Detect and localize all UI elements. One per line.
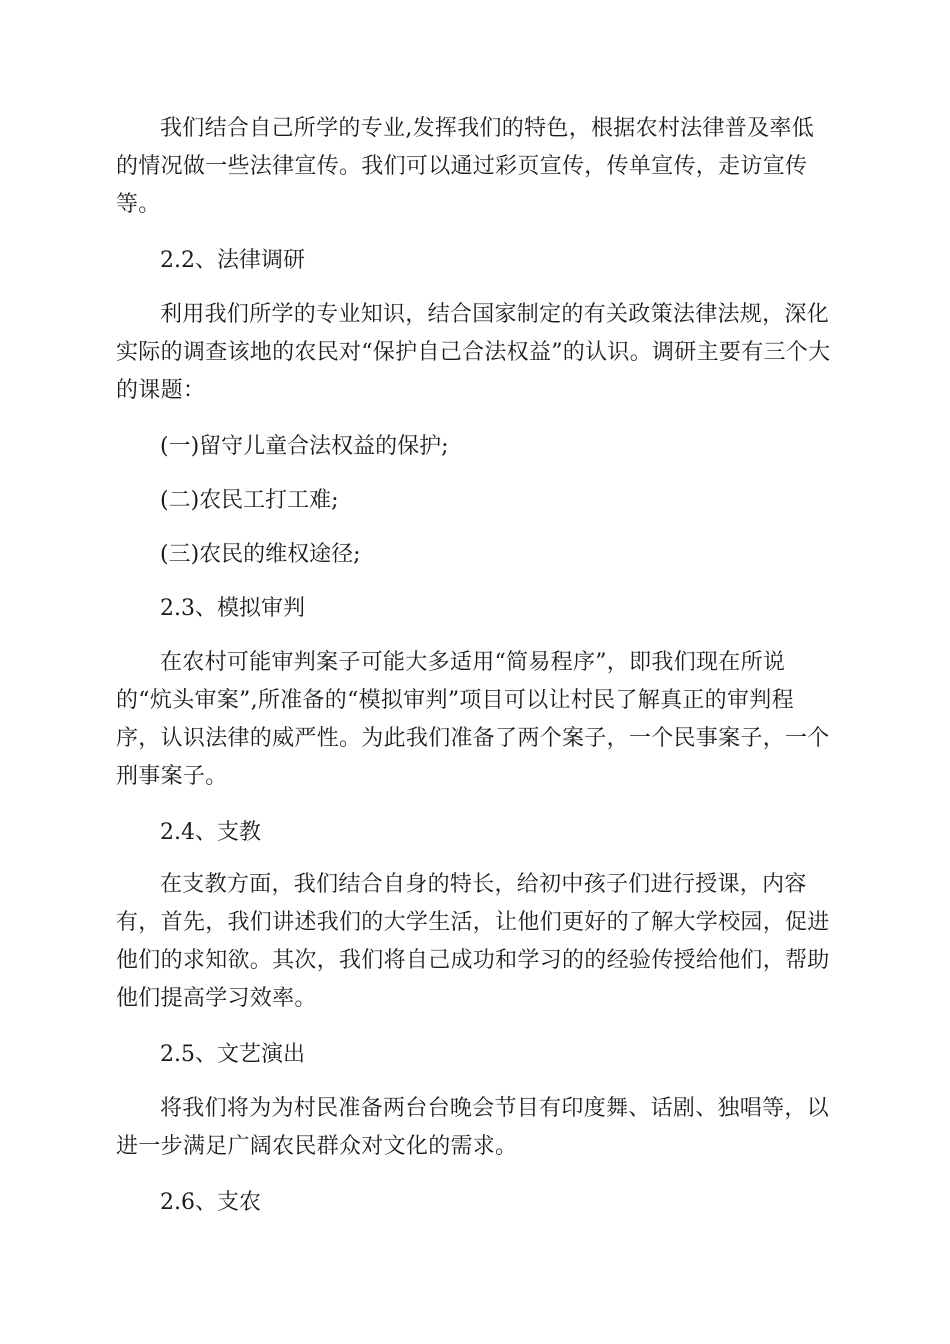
list-item-topic-1: (一)留守儿童合法权益的保护; <box>160 434 449 459</box>
paragraph-legal-promotion: 我们结合自己所学的专业,发挥我们的特色，根据农村法律普及率低的情况做一些法律宣传。我们可以通过彩页宣传，传单宣传，走访宣传等。 <box>116 116 814 217</box>
paragraph-teaching: 在支教方面，我们结合自身的特长，给初中孩子们进行授课，内容有，首先，我们讲述我们的大学生活，让他们更好的了解大学校园，促进他们的求知欲。其次，我们将自己成功和学习的的经验传授给他们，帮助他们提高学习效率。 <box>116 872 830 1011</box>
paragraph-mock-trial: 在农村可能审判案子可能大多适用“简易程序”，即我们现在所说的“炕头审案”,所准备的“模拟审判”项目可以让村民了解真正的审判程序，认识法律的威严性。为此我们准备了两个案子，一个民事案子，一个刑事案子。 <box>116 650 830 789</box>
heading-2-4: 2.4、支教 <box>160 820 261 845</box>
heading-2-3: 2.3、模拟审判 <box>160 596 305 621</box>
paragraph-legal-research: 利用我们所学的专业知识，结合国家制定的有关政策法律法规，深化实际的调查该地的农民对“保护自己合法权益”的认识。调研主要有三个大的课题： <box>116 302 831 403</box>
list-item-topic-3: (三)农民的维权途径; <box>160 542 361 567</box>
heading-2-6: 2.6、支农 <box>160 1190 261 1215</box>
heading-2-2: 2.2、法律调研 <box>160 248 305 273</box>
heading-2-5: 2.5、文艺演出 <box>160 1042 305 1067</box>
paragraph-performance: 将我们将为为村民准备两台台晚会节目有印度舞、话剧、独唱等，以进一步满足广阔农民群众对文化的需求。 <box>116 1096 830 1159</box>
list-item-topic-2: (二)农民工打工难; <box>160 488 339 513</box>
